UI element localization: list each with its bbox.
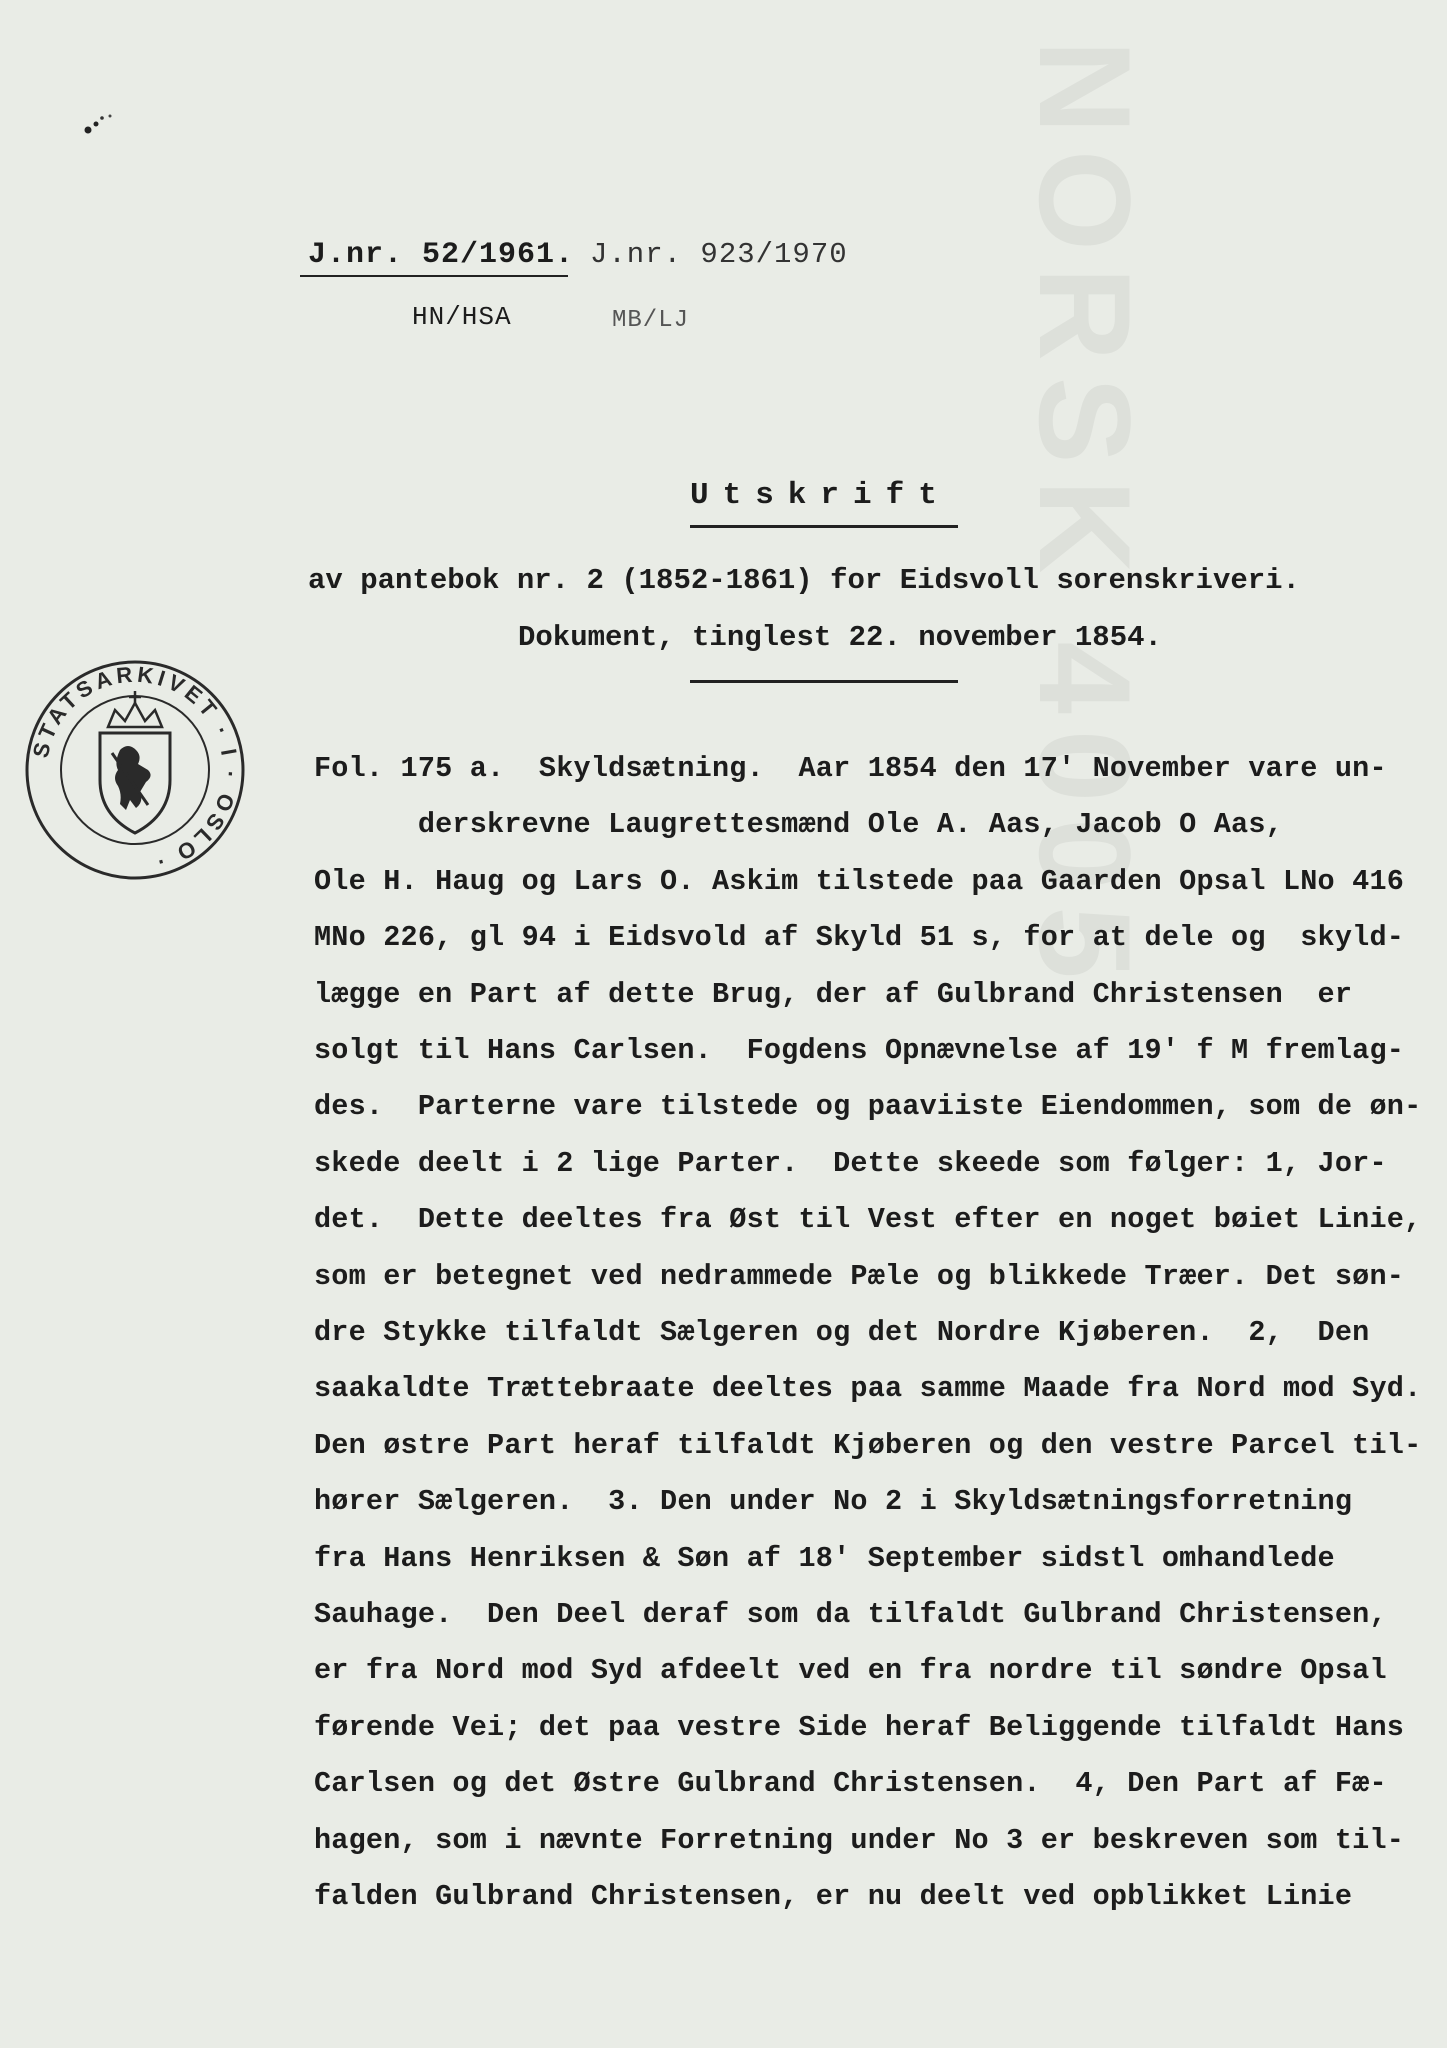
subtitle-document: Dokument, tinglest 22. november 1854. [518,621,1162,654]
body-line: som er betegnet ved nedrammede Pæle og blikkede Træer. Det søn- [314,1259,1405,1293]
subtitle-source: av pantebok nr. 2 (1852-1861) for Eidsvoll sorenskriveri. [308,564,1300,597]
body-line: hagen, som i nævnte Forretning under No 3 er beskreven som til- [314,1823,1405,1857]
body-line: hører Sælgeren. 3. Den under No 2 i Skyldsætningsforretning [314,1485,1353,1519]
body-line: Ole H. Haug og Lars O. Askim tilstede paa Gaarden Opsal LNo 416 [314,864,1405,898]
title-underline [690,525,958,528]
archive-stamp-seal [20,655,250,885]
body-line: falden Gulbrand Christensen, er nu deelt ved opblikket Linie [314,1880,1353,1913]
body-line: skede deelt i 2 lige Parter. Dette skeede som følger: 1, Jor- [314,1146,1387,1180]
body-line: MNo 226, gl 94 i Eidsvold af Skyld 51 s, for at dele og skyld- [314,921,1405,955]
body-line: Fol. 175 a. Skyldsætning. Aar 1854 den 17' November vare un- [314,752,1387,785]
body-line: derskrevne Laugrettesmænd Ole A. Aas, Jacob O Aas, [314,808,1283,842]
body-line: Sauhage. Den Deel deraf som da tilfaldt Gulbrand Christensen, [314,1598,1387,1631]
svg-text:STATSARKIVET · I · OSLO ·: STATSARKIVET · I · OSLO · [27,661,244,877]
body-line: det. Dette deeltes fra Øst til Vest efter en noget bøiet Linie, [314,1203,1422,1237]
body-line: førende Vei; det paa vestre Side heraf Beliggende tilfaldt Hans [314,1710,1405,1744]
body-line: des. Parterne vare tilstede og paaviiste Eiendommen, som de øn- [314,1090,1422,1124]
journal-number-2: J.nr. 923/1970 [590,238,848,271]
body-line: saakaldte Trættebraate deeltes paa samme Maade fra Nord mod Syd. [314,1372,1422,1406]
initials-2: MB/LJ [612,307,690,334]
watermark-stamp: NORSK 4005 [1012,40,1158,995]
ink-marks [80,108,120,148]
body-line: er fra Nord mod Syd afdeelt ved en fra nordre til søndre Opsal [314,1654,1387,1688]
subtitle-rule [690,680,958,683]
document-title: Utskrift [690,478,951,513]
body-line: solgt til Hans Carlsen. Fogdens Opnævnelse af 19' f M fremlag- [314,1034,1405,1067]
body-line: Den østre Part heraf tilfaldt Kjøberen og den vestre Parcel til- [314,1428,1422,1462]
journal-number-underline [300,275,568,277]
body-line: lægge en Part af dette Brug, der af Gulbrand Christensen er [314,977,1353,1011]
body-line: dre Stykke tilfaldt Sælgeren og det Nordre Kjøberen. 2, Den [314,1316,1370,1349]
journal-number-1: J.nr. 52/1961. [308,238,575,272]
initials-1: HN/HSA [412,302,512,332]
body-line: fra Hans Henriksen & Søn af 18' September sidstl omhandlede [314,1541,1335,1575]
body-line: Carlsen og det Østre Gulbrand Christensen. 4, Den Part af Fæ- [314,1767,1387,1801]
